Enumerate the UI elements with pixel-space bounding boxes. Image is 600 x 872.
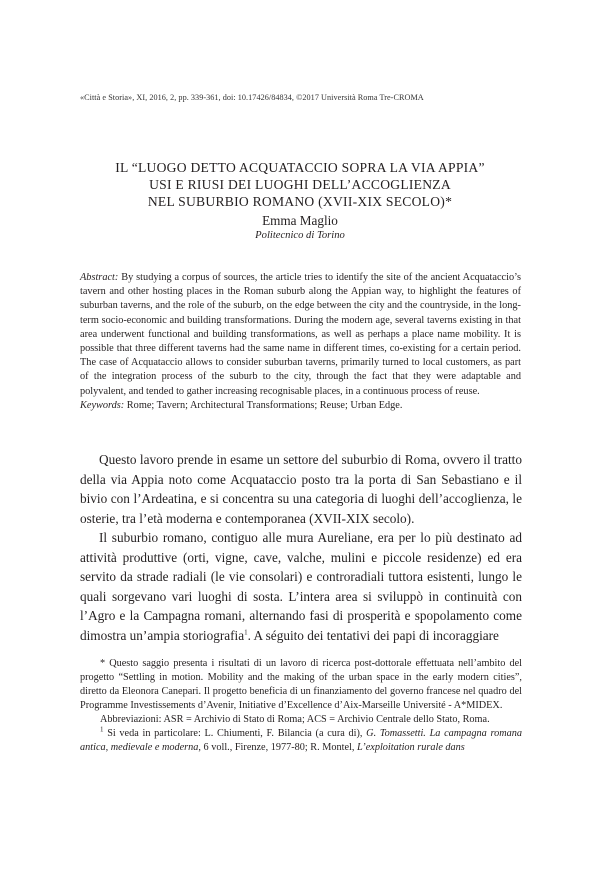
body-paragraph-2-end: . A séguito dei tentativi dei papi di incoraggiare — [247, 627, 499, 643]
abbreviations-note: Abbreviazioni: ASR = Archivio di Stato di Roma; ACS = Archivio Centrale dello Stato, Roma. — [100, 714, 490, 726]
footnote-1-book-title-2: L’exploitation rurale dans — [356, 742, 465, 754]
article-title-line-2: USI E RIUSI DEI LUOGHI DELL’ACCOGLIENZA — [149, 177, 451, 192]
abstract-paragraph — [80, 271, 521, 399]
footnote-1-part-a: Si veda in particolare: L. Chiumenti, F. Bilancia (a cura di), — [103, 728, 367, 740]
footnote-ref-1[interactable]: 1 — [244, 628, 248, 637]
keywords — [80, 399, 521, 413]
keywords-text: Rome; Tavern; Architectural Transformations; Reuse; Urban Edge. — [124, 399, 403, 411]
abstract-text: By studying a corpus of sources, the article tries to identify the site of the ancient Acquataccio’s tavern and other hosting places in the Roman suburb along the Appian way, to highlight the features of suburban taverns, and the role of the suburb, on the edge between the city and the countryside, in the long-term socio-economic and building transformations. During the modern age, several taverns existing in that area underwent functional and building transformations, as well as perhaps a place name mobility. It is possible that three different taverns had the same name in different times, co-existing for a certain period. The case of Acquataccio allows to consider suburban taverns, primarily turned to local customers, as part of the integration process of the suburb to the city, through the fact that they were adaptable and polyvalent, and tended to gather increasing recognisable places, in a continuous process of reuse. — [80, 272, 521, 397]
body-paragraph-2-text: Il suburbio romano, contiguo alle mura Aureliane, era per lo più destinato ad attività produttive (orti, vigne, cave, valche, mulini e piccole residenze) ed era servito da strade radiali (le vie consolari) e controradiali tuttora esistenti, lungo le quali sorgevano vari luoghi di sosta. L’intera area si sviluppò in continuità con l’Agro e la Campagna romani, alternando fasi di prosperità e spopolamento come dimostra un’ampia storiografia — [80, 530, 522, 643]
body-text — [80, 450, 522, 645]
footnote-1-number: 1 — [100, 725, 104, 734]
footnote-1-book-title: G. Tomassetti. La campagna romana antica, medievale e moderna — [80, 728, 522, 754]
body-paragraph-2 — [80, 528, 522, 645]
abstract — [80, 271, 521, 413]
article-title-line-1: IL “LUOGO DETTO ACQUATACCIO SOPRA LA VIA APPIA” — [115, 160, 485, 175]
article-title-line-3: NEL SUBURBIO ROMANO (XVII-XIX SECOLO)* — [147, 194, 453, 209]
running-head: «Città e Storia», XI, 2016, 2, pp. 339-361, doi: 10.17426/84834, ©2017 Università Roma Tre-CROMA — [80, 93, 424, 102]
footnote-1-part-c: , 6 voll., Firenze, 1977-80; R. Montel, — [198, 742, 357, 754]
footnote-1 — [80, 727, 522, 755]
author-affiliation: Politecnico di Torino — [255, 230, 345, 241]
author-name: Emma Maglio — [262, 213, 338, 228]
body-paragraph-1: Questo lavoro prende in esame un settore del suburbio di Roma, ovvero il tratto della via Appia noto come Acquataccio posto tra la porta di San Sebastiano e il bivio con l’Ardeatina, e si concentra su una categoria di luoghi dell’accoglienza, le osterie, tra l’età moderna e contemporanea (XVII-XIX secolo). — [80, 452, 522, 526]
keywords-label: Keywords: — [80, 399, 125, 411]
footnote-star: * Questo saggio presenta i risultati di un lavoro di ricerca post-dottorale effettuata nell’ambito del progetto “Settling in motion. Mobility and the making of the urban space in the early modern cities”, diretto da Eleonora Canepari. Il progetto beneficia di un finanziamento del governo francese nel quadro del Programme Investissements d’Avenir, Initiative d’Excellence d’Aix-Marseille Université - A*MIDEX. — [80, 658, 522, 712]
footnotes — [80, 657, 522, 755]
title-block — [80, 159, 520, 242]
abstract-label: Abstract: — [80, 272, 119, 283]
